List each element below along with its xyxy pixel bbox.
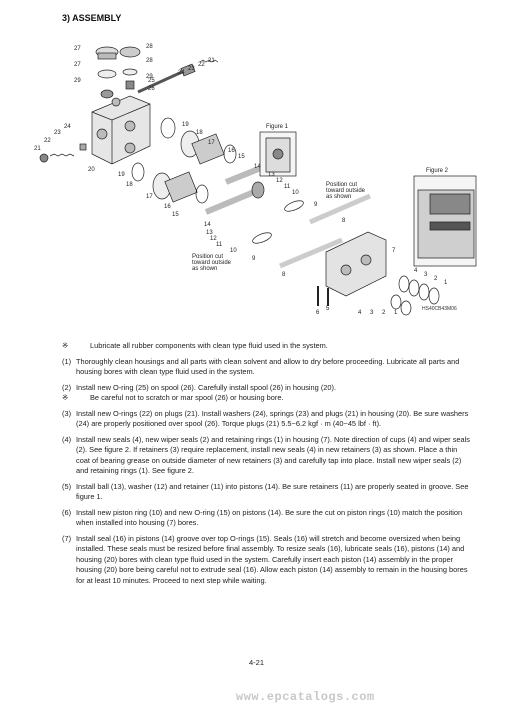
part-number: 22	[198, 62, 205, 68]
part-number: 4	[358, 310, 362, 316]
part-number: 17	[208, 140, 215, 146]
part-number: 3	[370, 310, 374, 316]
part-number: 9	[252, 256, 256, 262]
part-number: 2	[382, 310, 386, 316]
step-paragraph	[62, 534, 470, 587]
step-paragraph	[62, 409, 470, 430]
part-number: 11	[284, 184, 291, 190]
part-number: 16	[164, 204, 171, 210]
exploded-view-drawing	[30, 26, 480, 316]
step-text: Install new piston ring (10) and new O-ring (15) on pistons (14). Be sure the cut on piston rings (10) match the position when installed into housing (7) bores.	[76, 507, 463, 527]
watermark-link[interactable]: www.epcatalogs.com	[236, 690, 375, 704]
part-number: 10	[230, 248, 237, 254]
part-number: 24	[178, 70, 185, 76]
part-number: 11	[216, 242, 223, 248]
step-paragraph	[62, 435, 470, 477]
part-number: 19	[182, 122, 189, 128]
part-number: 27	[74, 62, 81, 68]
step-number: (3)	[62, 408, 72, 418]
step-text: Install ball (13), washer (12) and retainer (11) into pistons (14). Be sure retainers (11) are properly seated in groove. See figure 1.	[76, 481, 469, 501]
step-number: (5)	[62, 481, 72, 491]
part-number: 18	[126, 182, 133, 188]
part-number: 21	[34, 146, 41, 152]
figure1-label: Figure 1	[266, 124, 289, 130]
note-paragraph	[62, 393, 470, 404]
part-number: 15	[238, 154, 245, 160]
part-number: 19	[118, 172, 125, 178]
part-number: 6	[316, 310, 320, 316]
part-number: 7	[392, 248, 396, 254]
step-text: Install seal (16) in pistons (14) groove over top O-rings (15). Seals (16) will stretch and become oversized when being installed. These seals must be resized before final assembly. To resize seals (16), lubricate seals (16), pistons (14) and housing (20) bores with clean type fluid used in the system. Carefully insert each piston (14) assembly in the proper housing (20) bore being careful not to extrude seal (16). Allow each piston (14) assembly to remain in the housing bores for at least 10 minutes. Proceed to next step while waiting.	[76, 533, 468, 585]
part-number: 4	[414, 268, 418, 274]
figure-code: HS40CB43M06	[422, 306, 457, 312]
exploded-assembly-diagram	[30, 26, 480, 316]
step-number: (2)	[62, 382, 72, 392]
step-text: Install new O-rings (22) on plugs (21). Install washers (24), springs (23) and plugs (21) in housing (20). Be sure washers (24) are properly positioned over spool (26). Torque plugs (21) 5.5~6.2 kgf · m (40~45 lbf · ft).	[76, 408, 469, 428]
part-number: 12	[276, 178, 283, 184]
part-number: 16	[228, 148, 235, 154]
part-number: 20	[88, 167, 95, 173]
step-paragraph	[62, 357, 470, 378]
step-text: Install new seals (4), new wiper seals (2) and retaining rings (1) in housing (7). Note direction of cups (4) and wiper seals (2). See figure 2. If retainers (3) require replacement, install new seals (4) in new retainers (3) as shown. Place a thin coat of bearing grease on outside diameter of new retainers (3) and carefully tap into place. Install new wiper seals (2) and retaining rings (1). See figure 2.	[76, 434, 470, 475]
note-paragraph	[62, 341, 470, 352]
part-number: 10	[292, 190, 299, 196]
part-number: 2	[434, 276, 438, 282]
step-number: (7)	[62, 533, 72, 543]
callout-upper-line1: Position cut	[326, 182, 358, 188]
section-title: 3) ASSEMBLY	[62, 13, 122, 23]
step-text: Install new O-ring (25) on spool (26). Carefully install spool (26) in housing (20).	[76, 382, 337, 392]
note-mark: ※	[62, 341, 69, 350]
step-paragraph	[62, 482, 470, 503]
part-number: 29	[146, 74, 153, 80]
step-number: (6)	[62, 507, 72, 517]
part-number: 28	[146, 44, 153, 50]
part-number: 17	[146, 194, 153, 200]
part-number: 13	[206, 230, 213, 236]
part-number: 23	[54, 130, 61, 136]
part-number: 1	[394, 310, 398, 316]
part-number: 12	[210, 236, 217, 242]
page-number: 4-21	[249, 658, 265, 667]
figure2-label: Figure 2	[426, 168, 449, 174]
part-number: 1	[444, 280, 448, 286]
callout-lower-line1: Position cut	[192, 254, 224, 260]
part-number: 25	[148, 78, 155, 84]
part-number: 14	[254, 164, 261, 170]
callout-lower-line3: as shown	[192, 266, 218, 272]
step-paragraph	[62, 383, 470, 394]
step-number: (1)	[62, 356, 72, 366]
part-number: 22	[44, 138, 51, 144]
note-mark: ※	[62, 393, 69, 402]
part-number: 29	[74, 78, 81, 84]
part-number: 13	[268, 172, 275, 178]
callout-lower-line2: toward outside	[192, 260, 232, 266]
part-number: 14	[204, 222, 211, 228]
part-number: 3	[424, 272, 428, 278]
callout-upper-line2: toward outside	[326, 188, 366, 194]
note-text: Be careful not to scratch or mar spool (26) or housing bore.	[90, 393, 284, 402]
part-number: 21	[208, 58, 215, 64]
step-text: Thoroughly clean housings and all parts with clean solvent and allow to dry before proceeding. Lubricate all parts and housing bores with clean type fluid used in the system.	[76, 356, 460, 376]
part-number: 27	[74, 46, 81, 52]
part-number: 18	[196, 130, 203, 136]
step-number: (4)	[62, 434, 72, 444]
part-number: 8	[342, 218, 346, 224]
part-number: 5	[326, 306, 330, 312]
part-number: 26	[148, 86, 155, 92]
part-number: 8	[282, 272, 286, 278]
part-number: 23	[188, 66, 195, 72]
assembly-steps	[62, 341, 470, 591]
part-number: 28	[146, 58, 153, 64]
part-number: 9	[314, 202, 318, 208]
part-number: 24	[64, 124, 71, 130]
note-text: Lubricate all rubber components with clean type fluid used in the system.	[90, 341, 328, 350]
step-paragraph	[62, 508, 470, 529]
part-number: 15	[172, 212, 179, 218]
callout-upper-line3: as shown	[326, 194, 352, 200]
